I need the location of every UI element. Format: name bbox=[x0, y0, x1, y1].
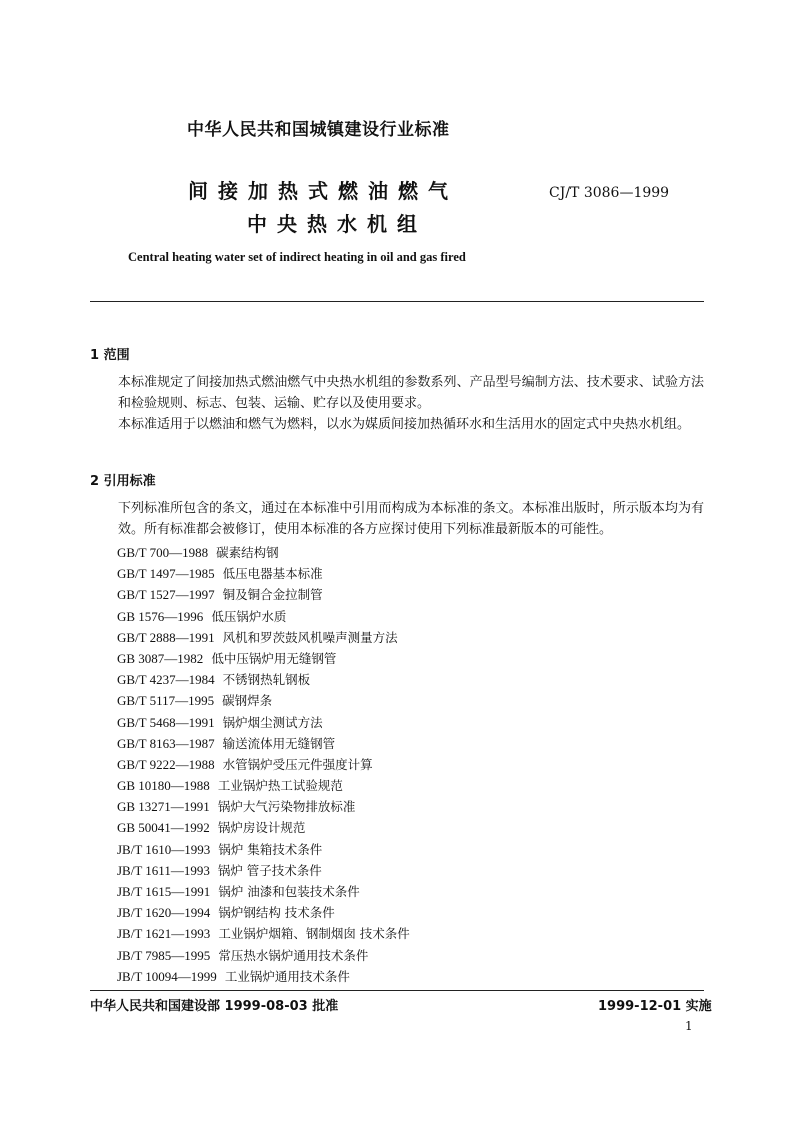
page-number: 1 bbox=[685, 1019, 693, 1033]
section-references-body bbox=[90, 498, 704, 540]
approval-line: 中华人民共和国建设部 1999-08-03 批准 bbox=[90, 999, 339, 1014]
paragraph: 本标准规定了间接加热式燃油燃气中央热水机组的参数系列、产品型号编制方法、技术要求、试验方法和检验规则、标志、包装、运输、贮存以及使用要求。 bbox=[118, 375, 704, 411]
reference-name: 常压热水锅炉通用技术条件 bbox=[218, 947, 369, 963]
list-item bbox=[117, 966, 410, 987]
reference-name: 工业锅炉热工试验规范 bbox=[217, 778, 343, 794]
english-title: Central heating water set of indirect heating in oil and gas fired bbox=[128, 250, 466, 264]
reference-name: 水管锅炉受压元件强度计算 bbox=[222, 756, 373, 772]
reference-code: GB 50041—1992 bbox=[117, 820, 210, 836]
section-heading-scope: 1 范围 bbox=[90, 348, 130, 363]
reference-code: GB 13271—1991 bbox=[117, 799, 210, 815]
reference-code: JB/T 7985—1995 bbox=[117, 947, 211, 963]
top-divider bbox=[90, 301, 704, 302]
list-item bbox=[117, 648, 410, 669]
list-item bbox=[117, 754, 410, 775]
reference-code: GB/T 1497—1985 bbox=[117, 566, 215, 582]
section-scope-body bbox=[90, 372, 704, 435]
title-line-2: 中央热水机组 bbox=[247, 212, 427, 236]
list-item bbox=[117, 542, 410, 563]
list-item bbox=[117, 775, 410, 796]
reference-code: GB 10180—1988 bbox=[117, 778, 210, 794]
reference-name: 锅炉 集箱技术条件 bbox=[218, 841, 323, 857]
reference-name: 铜及铜合金拉制管 bbox=[222, 587, 323, 603]
reference-name: 锅炉钢结构 技术条件 bbox=[218, 905, 335, 921]
paragraph: 本标准适用于以燃油和燃气为燃料，以水为媒质间接加热循环水和生活用水的固定式中央热水机组。 bbox=[118, 417, 691, 432]
reference-name: 不锈钢热轧钢板 bbox=[222, 672, 311, 688]
section-heading-references: 2 引用标准 bbox=[90, 474, 156, 489]
list-item bbox=[117, 839, 410, 860]
reference-name: 碳素结构钢 bbox=[216, 545, 279, 560]
reference-name: 锅炉 油漆和包装技术条件 bbox=[218, 884, 360, 899]
reference-name: 风机和罗茨鼓风机噪声测量方法 bbox=[222, 629, 398, 645]
list-item bbox=[117, 817, 410, 838]
reference-code: GB 1576—1996 bbox=[117, 608, 204, 624]
reference-code: GB 3087—1982 bbox=[117, 650, 204, 666]
reference-code: JB/T 10094—1999 bbox=[117, 968, 217, 984]
list-item bbox=[117, 923, 410, 944]
reference-code: GB/T 5117—1995 bbox=[117, 693, 215, 709]
list-item bbox=[117, 563, 410, 584]
reference-name: 锅炉烟尘测试方法 bbox=[222, 714, 323, 730]
reference-code: GB/T 9222—1988 bbox=[117, 756, 215, 772]
list-item bbox=[117, 606, 410, 627]
reference-name: 锅炉大气污染物排放标准 bbox=[217, 799, 356, 815]
reference-code: GB/T 8163—1987 bbox=[117, 735, 215, 751]
reference-name: 低压锅炉水质 bbox=[211, 608, 287, 624]
reference-name: 锅炉 管子技术条件 bbox=[217, 862, 322, 878]
list-item bbox=[117, 584, 410, 605]
reference-name: 低压电器基本标准 bbox=[222, 566, 323, 582]
reference-name: 工业锅炉烟箱、钢制烟囱 技术条件 bbox=[218, 926, 410, 942]
list-item bbox=[117, 881, 410, 902]
standard-code: CJ/T 3086—1999 bbox=[549, 185, 670, 201]
list-item bbox=[117, 712, 410, 733]
reference-name: 工业锅炉通用技术条件 bbox=[224, 968, 350, 984]
list-item bbox=[117, 690, 410, 711]
list-item bbox=[117, 627, 410, 648]
list-item bbox=[117, 796, 410, 817]
list-item bbox=[117, 902, 410, 923]
reference-code: JB/T 1611—1993 bbox=[117, 862, 210, 878]
reference-code: GB/T 2888—1991 bbox=[117, 629, 215, 645]
reference-list bbox=[117, 542, 410, 987]
reference-name: 低中压锅炉用无缝钢管 bbox=[211, 650, 337, 666]
reference-code: GB/T 700—1988 bbox=[117, 545, 209, 560]
reference-code: GB/T 1527—1997 bbox=[117, 587, 215, 603]
document-header: 中华人民共和国城镇建设行业标准 bbox=[187, 120, 450, 140]
reference-name: 碳钢焊条 bbox=[222, 693, 273, 709]
reference-code: JB/T 1610—1993 bbox=[117, 841, 211, 857]
reference-name: 锅炉房设计规范 bbox=[217, 820, 306, 836]
reference-code: JB/T 1615—1991 bbox=[117, 884, 211, 899]
implementation-date: 1999-12-01 实施 bbox=[598, 999, 712, 1014]
paragraph: 下列标准所包含的条文，通过在本标准中引用而构成为本标准的条文。本标准出版时，所示版本均为有效。所有标准都会被修订，使用本标准的各方应探讨使用下列标准最新版本的可能性。 bbox=[118, 501, 704, 537]
list-item bbox=[117, 733, 410, 754]
reference-code: JB/T 1620—1994 bbox=[117, 905, 211, 921]
list-item bbox=[117, 945, 410, 966]
reference-code: GB/T 5468—1991 bbox=[117, 714, 215, 730]
bottom-divider bbox=[90, 990, 704, 991]
reference-code: JB/T 1621—1993 bbox=[117, 926, 211, 942]
reference-name: 输送流体用无缝钢管 bbox=[222, 735, 336, 751]
title-line-1: 间接加热式燃油燃气 bbox=[188, 179, 458, 203]
reference-code: GB/T 4237—1984 bbox=[117, 672, 215, 688]
list-item bbox=[117, 669, 410, 690]
list-item bbox=[117, 860, 410, 881]
